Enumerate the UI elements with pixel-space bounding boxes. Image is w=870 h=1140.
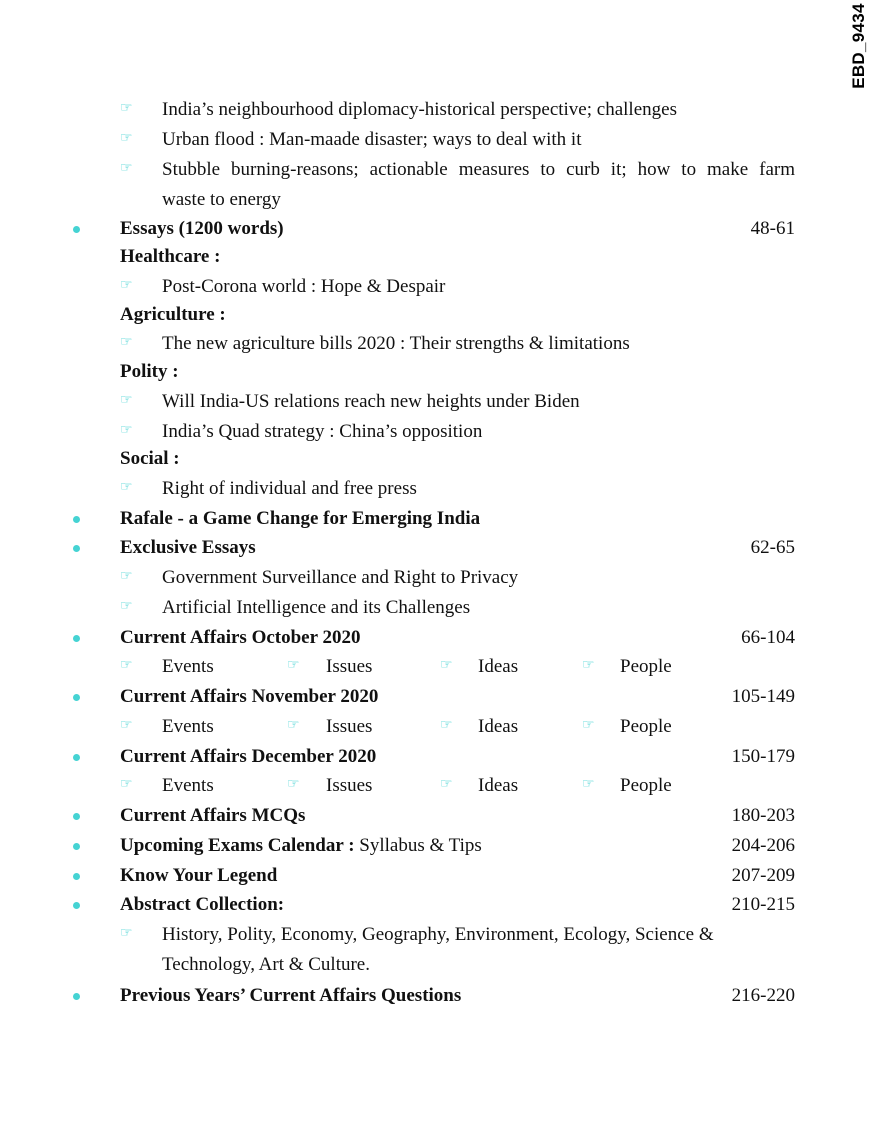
pointing-hand-icon: ☞ — [120, 479, 133, 495]
pointing-hand-icon: ☞ — [120, 160, 133, 176]
toc-entry-exclusive-essays[interactable] — [0, 534, 870, 562]
toc-entry-ca-december[interactable] — [0, 743, 870, 771]
bullet-icon — [73, 902, 80, 909]
entry-title: Current Affairs October 2020 — [120, 627, 361, 648]
entry-subtitle: Syllabus & Tips — [359, 835, 482, 856]
entry-title: Exclusive Essays — [120, 537, 256, 558]
list-item — [0, 564, 870, 592]
category-heading — [0, 445, 870, 473]
page-range: 210-215 — [731, 894, 795, 915]
page-range: 105-149 — [731, 686, 795, 707]
category-heading — [0, 358, 870, 386]
item-text: Artificial Intelligence and its Challenges — [162, 597, 471, 618]
pointing-hand-icon: ☞ — [440, 657, 453, 673]
list-item — [0, 921, 870, 949]
toc-entry-previous-years-questions[interactable] — [0, 982, 870, 1010]
item-text: Urban flood : Man-maade disaster; ways to deal with it — [162, 129, 582, 150]
page-range: 207-209 — [731, 865, 795, 886]
sub-category-events: Events — [162, 656, 214, 677]
heading-text: Social : — [120, 448, 180, 469]
list-item — [0, 418, 870, 446]
toc-entry-ca-november[interactable] — [0, 683, 870, 711]
pointing-hand-icon: ☞ — [440, 717, 453, 733]
pointing-hand-icon: ☞ — [120, 925, 133, 941]
item-text: Right of individual and free press — [162, 478, 417, 499]
sub-category-ideas: Ideas — [478, 775, 519, 796]
bullet-icon — [73, 545, 80, 552]
heading-text: Healthcare : — [120, 246, 221, 267]
sub-category-ideas: Ideas — [478, 716, 519, 737]
list-item — [0, 475, 870, 503]
entry-title: Essays (1200 words) — [120, 218, 284, 239]
pointing-hand-icon: ☞ — [287, 717, 300, 733]
list-item — [0, 96, 870, 124]
toc-entry-essays[interactable] — [0, 215, 870, 243]
sub-category-issues: Issues — [326, 775, 373, 796]
pointing-hand-icon: ☞ — [120, 277, 133, 293]
heading-text: Agriculture : — [120, 304, 226, 325]
list-item — [0, 388, 870, 416]
entry-title: Previous Years’ Current Affairs Questions — [120, 985, 462, 1006]
list-item — [0, 594, 870, 622]
entry-title: Rafale - a Game Change for Emerging India — [120, 508, 481, 529]
toc-entry-exams-calendar[interactable] — [0, 832, 870, 860]
sub-category-ideas: Ideas — [478, 656, 519, 677]
bullet-icon — [73, 993, 80, 1000]
pointing-hand-icon: ☞ — [120, 130, 133, 146]
page-range: 216-220 — [731, 985, 795, 1006]
bullet-icon — [73, 843, 80, 850]
page-range: 62-65 — [750, 537, 795, 558]
sub-category-issues: Issues — [326, 656, 373, 677]
toc-entry-mcqs[interactable] — [0, 802, 870, 830]
toc-entry-ca-october[interactable] — [0, 624, 870, 652]
heading-text: Polity : — [120, 361, 179, 382]
entry-title: Current Affairs MCQs — [120, 805, 306, 826]
pointing-hand-icon: ☞ — [120, 392, 133, 408]
category-heading — [0, 301, 870, 329]
page-range: 180-203 — [731, 805, 795, 826]
pointing-hand-icon: ☞ — [120, 717, 133, 733]
pointing-hand-icon: ☞ — [120, 776, 133, 792]
item-text: Government Surveillance and Right to Privacy — [162, 567, 519, 588]
entry-title — [120, 832, 482, 860]
category-heading — [0, 243, 870, 271]
toc-entry-know-your-legend[interactable] — [0, 862, 870, 890]
pointing-hand-icon: ☞ — [120, 100, 133, 116]
sub-category-events: Events — [162, 775, 214, 796]
bullet-icon — [73, 754, 80, 761]
sub-category-people: People — [620, 716, 672, 737]
item-text: India’s neighbourhood diplomacy-historical perspective; challenges — [162, 99, 677, 120]
page-range: 204-206 — [731, 835, 795, 856]
pointing-hand-icon: ☞ — [120, 334, 133, 350]
bullet-icon — [73, 694, 80, 701]
entry-title: Current Affairs November 2020 — [120, 686, 379, 707]
list-item — [0, 330, 870, 358]
item-text: History, Polity, Economy, Geography, Environment, Ecology, Science & — [162, 924, 714, 945]
bullet-icon — [73, 635, 80, 642]
item-text: Stubble burning-reasons; actionable measures to curb it; how to make farm — [162, 159, 795, 180]
page-range: 66-104 — [741, 627, 795, 648]
item-text: Technology, Art & Culture. — [162, 954, 370, 975]
list-item — [0, 273, 870, 301]
sub-category-people: People — [620, 656, 672, 677]
list-item — [0, 156, 870, 184]
list-item-continuation — [0, 186, 870, 214]
pointing-hand-icon: ☞ — [440, 776, 453, 792]
sub-category-people: People — [620, 775, 672, 796]
page-range: 150-179 — [731, 746, 795, 767]
item-text: Post-Corona world : Hope & Despair — [162, 276, 446, 297]
page-code — [847, 0, 870, 92]
pointing-hand-icon: ☞ — [287, 776, 300, 792]
bullet-icon — [73, 813, 80, 820]
bullet-icon — [73, 226, 80, 233]
bullet-icon — [73, 516, 80, 523]
sub-category-row — [0, 772, 870, 800]
bullet-icon — [73, 873, 80, 880]
pointing-hand-icon: ☞ — [582, 657, 595, 673]
pointing-hand-icon: ☞ — [120, 422, 133, 438]
item-text: The new agriculture bills 2020 : Their strengths & limitations — [162, 333, 630, 354]
pointing-hand-icon: ☞ — [582, 717, 595, 733]
entry-title: Know Your Legend — [120, 865, 278, 886]
pointing-hand-icon: ☞ — [120, 657, 133, 673]
item-text: waste to energy — [162, 189, 281, 210]
pointing-hand-icon: ☞ — [582, 776, 595, 792]
sub-category-row — [0, 713, 870, 741]
pointing-hand-icon: ☞ — [120, 598, 133, 614]
toc-entry-rafale[interactable] — [0, 505, 870, 533]
toc-entry-abstract-collection[interactable] — [0, 891, 870, 919]
sub-category-issues: Issues — [326, 716, 373, 737]
sub-category-row — [0, 653, 870, 681]
page-range: 48-61 — [750, 218, 795, 239]
pointing-hand-icon: ☞ — [287, 657, 300, 673]
list-item-continuation — [0, 951, 870, 979]
entry-title: Abstract Collection: — [120, 894, 285, 915]
sub-category-events: Events — [162, 716, 214, 737]
item-text: Will India-US relations reach new heights under Biden — [162, 391, 580, 412]
list-item — [0, 126, 870, 154]
item-text: India’s Quad strategy : China’s opposition — [162, 421, 483, 442]
pointing-hand-icon: ☞ — [120, 568, 133, 584]
page-code-text: EBD_9434 — [849, 3, 869, 89]
entry-title: Current Affairs December 2020 — [120, 746, 377, 767]
entry-title-bold: Upcoming Exams Calendar : — [120, 835, 355, 856]
